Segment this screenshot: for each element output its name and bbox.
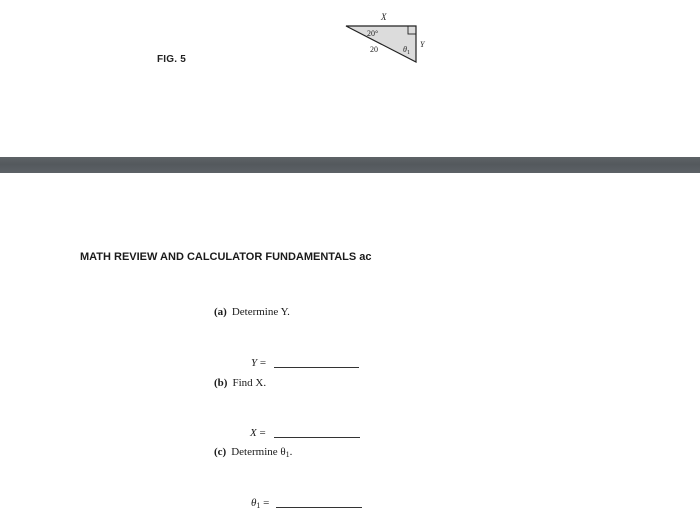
- question-a-text: Determine Y.: [231, 306, 290, 318]
- label-y: Y: [420, 40, 425, 49]
- page-divider: [0, 157, 700, 173]
- answer-b-blank[interactable]: [274, 437, 360, 438]
- label-side: 20: [370, 45, 378, 54]
- answer-c: [251, 497, 269, 510]
- answer-c-equals: =: [263, 497, 270, 509]
- answer-b: [250, 427, 266, 439]
- question-b: [214, 377, 266, 389]
- triangle-figure: [340, 8, 440, 70]
- answer-b-var: X: [250, 427, 257, 439]
- answer-a-equals: =: [259, 357, 267, 369]
- triangle-shape: [346, 26, 416, 62]
- question-c: [214, 446, 292, 459]
- label-x: X: [381, 12, 387, 22]
- question-c-label: (c): [214, 446, 227, 458]
- section-title: MATH REVIEW AND CALCULATOR FUNDAMENTALS ac: [80, 251, 372, 263]
- question-b-label: (b): [214, 377, 228, 389]
- question-a-label: (a): [214, 306, 227, 318]
- question-c-text: Determine $\theta_1$.: [231, 446, 293, 459]
- question-a: [214, 306, 290, 318]
- question-b-text: Find X.: [232, 377, 267, 389]
- answer-a-var: Y: [251, 357, 258, 369]
- figure-caption: FIG. 5: [157, 54, 186, 65]
- label-angle: 20°: [367, 29, 379, 38]
- answer-a-blank[interactable]: [274, 367, 359, 368]
- answer-c-var: θ: [251, 497, 257, 509]
- label-theta: $\theta_1$: [403, 45, 410, 56]
- answer-b-equals: =: [259, 427, 266, 439]
- answer-a: [251, 357, 266, 369]
- answer-c-sub: 1: [256, 501, 261, 510]
- answer-c-blank[interactable]: [276, 507, 362, 508]
